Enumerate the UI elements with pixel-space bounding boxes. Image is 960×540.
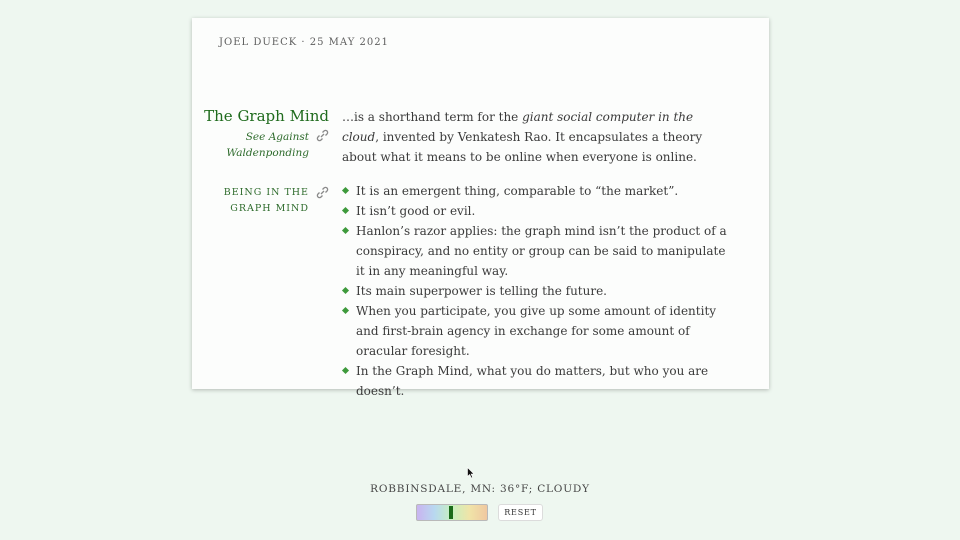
list-item — [342, 181, 732, 201]
diamond-bullet-icon — [342, 307, 349, 314]
bullet-list — [342, 181, 732, 401]
list-item — [342, 201, 732, 221]
link-icon[interactable] — [316, 129, 329, 142]
byline: JOEL DUECK · 25 MAY 2021 — [219, 37, 389, 48]
list-item-text: In the Graph Mind, what you do matters, but who you are doesn’t. — [356, 364, 709, 398]
diamond-bullet-icon — [342, 227, 349, 234]
article-card — [192, 18, 769, 398]
section-heading-label: BEING IN THE GRAPH MIND — [223, 187, 309, 214]
intro-paragraph — [342, 107, 732, 167]
list-item-text: Its main superpower is telling the future. — [356, 284, 607, 298]
section-heading — [189, 185, 329, 217]
page-title: The Graph Mind — [204, 107, 329, 125]
reset-button[interactable]: RESET — [498, 504, 543, 521]
title-block — [189, 106, 329, 161]
diamond-bullet-icon — [342, 367, 349, 374]
intro-text-start: …is a shorthand term for the — [342, 110, 523, 124]
see-against-label: See Against Waldenponding — [226, 131, 309, 159]
diamond-bullet-icon — [342, 287, 349, 294]
list-item — [342, 281, 732, 301]
list-item-text: When you participate, you give up some amount of identity and first-brain agency in exchange for some amount of oracular foresight. — [356, 304, 717, 358]
list-item — [342, 301, 732, 361]
link-icon[interactable] — [316, 186, 329, 199]
color-slider[interactable] — [416, 504, 488, 521]
diamond-bullet-icon — [342, 207, 349, 214]
list-item-text: It isn’t good or evil. — [356, 204, 476, 218]
slider-thumb[interactable] — [449, 506, 453, 519]
weather-readout: ROBBINSDALE, MN: 36°F; CLOUDY — [370, 483, 590, 495]
diamond-bullet-icon — [342, 187, 349, 194]
intro-emphasis: giant social computer in the cloud — [342, 110, 694, 144]
list-item-text: Hanlon’s razor applies: the graph mind isn’t the product of a conspiracy, and no entity or group can be said to manipulate it in any meaningful way. — [356, 224, 727, 278]
list-item — [342, 221, 732, 281]
intro-text-end: , invented by Venkatesh Rao. It encapsulates a theory about what it means to be online when everyone is online. — [342, 130, 703, 164]
list-item-text: It is an emergent thing, comparable to “the market”. — [356, 184, 679, 198]
see-against-link[interactable] — [189, 129, 329, 161]
mouse-pointer-icon — [467, 467, 475, 479]
list-item — [342, 361, 732, 401]
